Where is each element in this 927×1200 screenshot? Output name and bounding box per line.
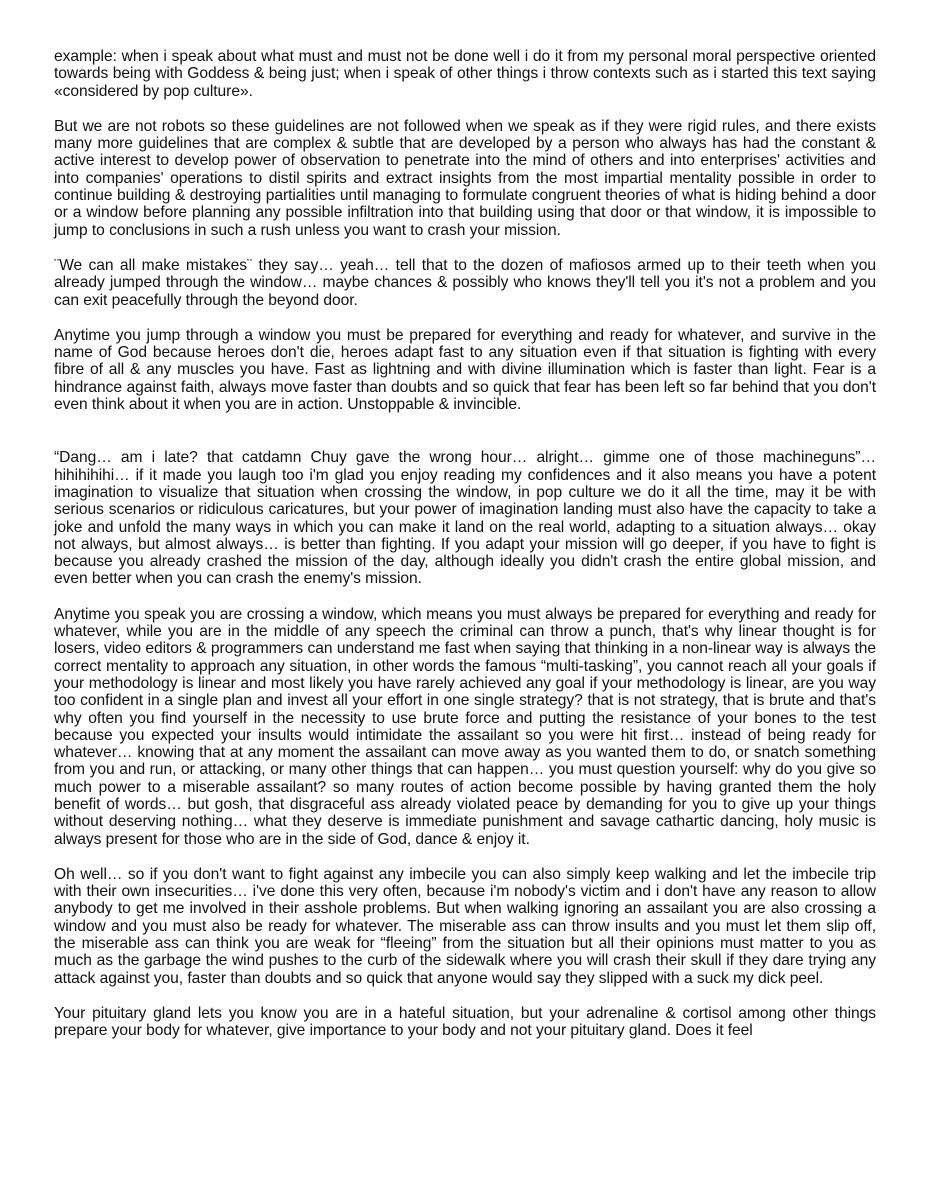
paragraph-6: Anytime you speak you are crossing a window, which means you must always be prepared for everything and ready for whatever, while you are in the middle of any speech the criminal can throw a punch, that's why linear thought is for losers, video editors & programmers can understand me fast when saying that thinking in a non-linear way is always the correct mentality to approach any situation, in other words the famous “multi-tasking”, you cannot reach all your goals if your methodology is linear and most likely you have rarely achieved any goal if your methodology is linear, are you way too confident in a single plan and invest all your effort in one single strategy? that is not strategy, that is brute and that's why often you find yourself in the necessity to use brute force and putting the resistance of your bones to the test because you expected your insults would intimidate the assailant so you were hit first… instead of being ready for whatever… knowing that at any moment the assailant can move away as you wanted them to do, or snatch something from you and run, or attacking, or many other things that can happen… you must question yourself: why do you give so much power to a miserable assailant? so many routes of action become possible by having granted them the holy benefit of words… but gosh, that disgraceful ass already violated peace by demanding for you to give up your things without deserving nothing… what they deserve is immediate punishment and savage cathartic dancing, holy music is always present for those who are in the side of God, dance & enjoy it.: [54, 605, 876, 848]
paragraph-2: But we are not robots so these guidelines are not followed when we speak as if they were rigid rules, and there exists many more guidelines that are complex & subtle that are developed by a person who always has had the constant & active interest to develop power of observation to penetrate into the mind of others and into enterprises' activities and into companies' operations to distil spirits and extract insights from the most impartial mentality possible in order to continue building & destroying partialities until managing to formulate congruent theories of what is hiding behind a door or a window before planning any possible infiltration into that building using that door or that window, it is impossible to jump to conclusions in such a rush unless you want to crash your mission.: [54, 117, 876, 239]
paragraph-4: Anytime you jump through a window you must be prepared for everything and ready for whatever, and survive in the name of God because heroes don't die, heroes adapt fast to any situation even if that situation is fighting with every fibre of all & any muscles you have. Fast as lightning and with divine illumination which is faster than light. Fear is a hindrance against faith, always move faster than doubts and so quick that fear has been left so far behind that you don't even think about it when you are in action. Unstoppable & invincible.: [54, 326, 876, 414]
paragraph-8: Your pituitary gland lets you know you are in a hateful situation, but your adrenaline & cortisol among other things prepare your body for whatever, give importance to your body and not your pituitary gland. Does it feel: [54, 1004, 876, 1040]
paragraph-7: Oh well… so if you don't want to fight against any imbecile you can also simply keep walking and let the imbecile trip with their own insecurities… i've done this very often, because i'm nobody's victim and i don't have any reason to allow anybody to get me involved in their asshole problems. But when walking ignoring an assailant you are also crossing a window and you must also be ready for whatever. The miserable ass can throw insults and you must let them slip off, the miserable ass can think you are weak for “fleeing” from the situation but all their opinions must matter to you as much as the garbage the wind pushes to the curb of the sidewalk where you will crash their skull if they dare trying any attack against you, faster than doubts and so quick that anyone would say they slipped with a suck my dick peel.: [54, 865, 876, 987]
document-page: [54, 48, 876, 1058]
paragraph-3: ¨We can all make mistakes¨ they say… yeah… tell that to the dozen of mafiosos armed up to their teeth when you already jumped through the window… maybe chances & possibly who knows they'll tell you it's not a problem and you can exit peacefully through the beyond door.: [54, 256, 876, 309]
paragraph-1: example: when i speak about what must and must not be done well i do it from my personal moral perspective oriented towards being with Goddess & being just; when i speak of other things i throw contexts such as i started this text saying «considered by pop culture».: [54, 48, 876, 100]
paragraph-5: “Dang… am i late? that catdamn Chuy gave the wrong hour… alright… gimme one of those machineguns”… hihihihihi… if it made you laugh too i'm glad you enjoy reading my confidences and it also means you have a potent imagination to visualize that situation when crossing the window, in pop culture we do it all the time, may it be with serious scenarios or ridiculous caricatures, but your power of imagination landing must also have the capacity to take a joke and unfold the many ways in which you can make it land on the real world, adapting to a situation always… okay not always, but almost always… is better than fighting. If you adapt your mission will go deeper, if you have to fight is because you already crashed the mission of the day, although ideally you didn't crash the entire global mission, and even better when you can crash the enemy's mission.: [54, 449, 876, 588]
